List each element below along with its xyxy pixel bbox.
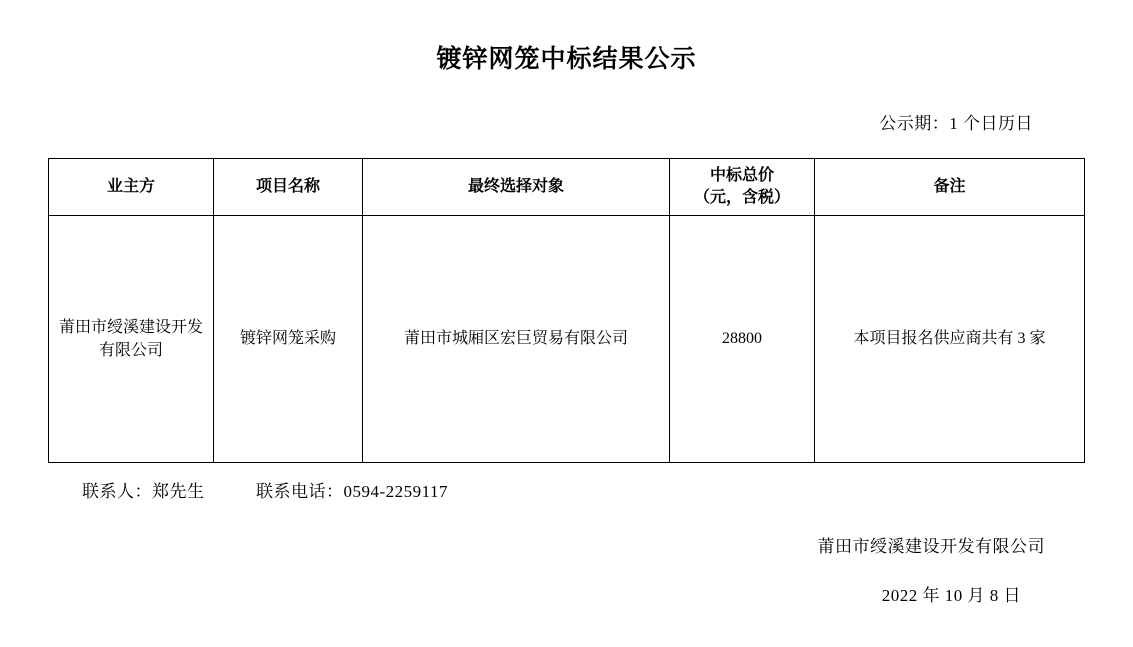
column-header-project: 项目名称 [214,159,363,216]
contact-line [82,477,1133,502]
cell-remark: 本项目报名供应商共有 3 家 [815,216,1085,463]
column-header-winner: 最终选择对象 [363,159,670,216]
notice-period-text: 公示期：1 个日历日 [879,114,1033,133]
cell-owner: 莆田市绶溪建设开发有限公司 [49,216,214,463]
column-header-price-line1: 中标总价 [709,167,774,185]
page-title: 镀锌网笼中标结果公示 [436,46,697,73]
cell-project: 镀锌网笼采购 [214,216,363,463]
column-header-price [670,159,815,216]
contact-person: 联系人：郑先生 [82,482,205,501]
column-header-price-line2: （元，含税） [693,189,790,206]
cell-winner: 莆田市城厢区宏巨贸易有限公司 [363,216,670,463]
cell-price: 28800 [670,216,815,463]
signature-text: 莆田市绶溪建设开发有限公司 [817,537,1045,556]
column-header-remark: 备注 [815,159,1085,216]
date-text: 2022 年 10 月 8 日 [881,586,1021,605]
table-header-row [49,159,1085,216]
column-header-owner: 业主方 [49,159,214,216]
contact-phone: 联系电话：0594-2259117 [256,482,449,501]
table-row [49,216,1085,463]
document-page [0,45,1133,647]
bid-result-table [48,158,1085,463]
